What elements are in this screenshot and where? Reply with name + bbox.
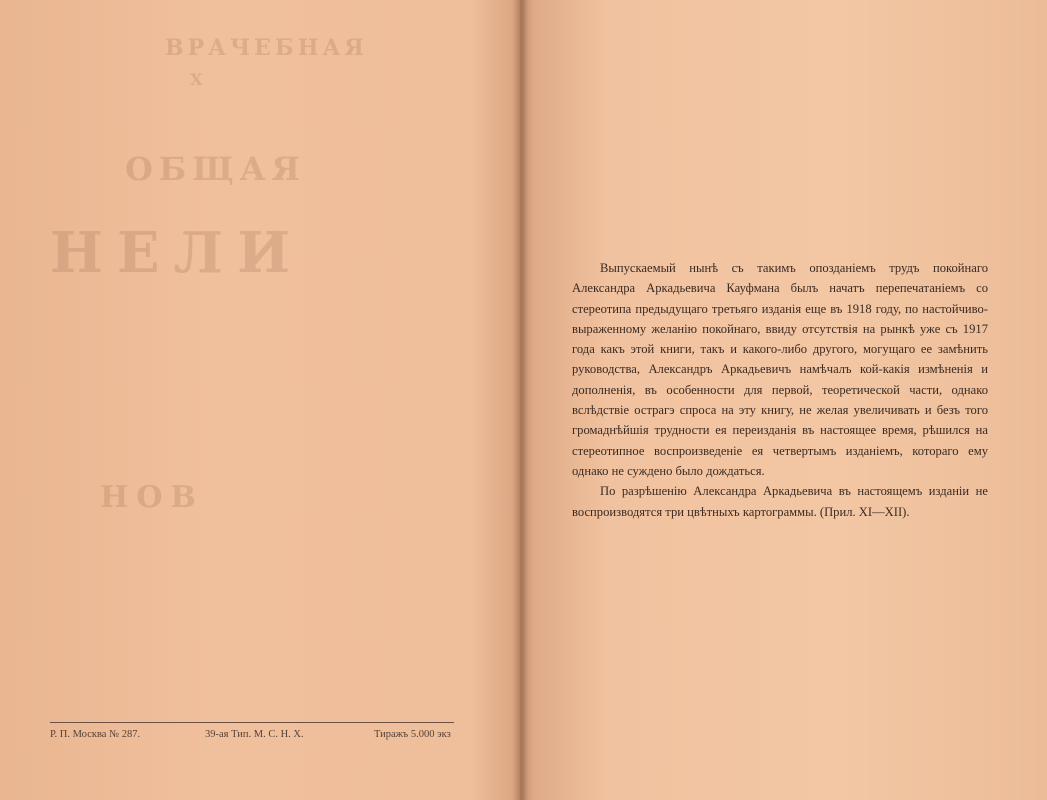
bleed-through-text: ОБЩАЯ	[125, 150, 306, 188]
bleed-through-text: ВРАЧЕБНАЯ	[165, 35, 368, 61]
note-paragraph: Выпускаемый нынѣ съ такимъ опозданіемъ трудъ покойнаго Александра Аркадьевича Кауфмана былъ начатъ перепечатаніемъ со стереотипа предыдущаго третьяго изданія еще въ 1918 году, по настойчиво-выраженному желанію покойнаго, ввиду отсутствія на рынкѣ уже съ 1917 года какъ этой книги, такъ и какого-либо другого, могущаго ее замѣнить руководства, Александръ Аркадьевичъ намѣчалъ кой-какія измѣненія и дополненія, въ особенности для первой, теоретической части, однако вслѣдствіе острагэ спроса на эту книгу, не желая увеличивать и безъ того громаднѣйшія трудности ея переизданія въ настоящее время, рѣшился на стереотипное воспроизведеніе ея четвертымъ изданіемъ, котораго ему однако не суждено было дождаться.	[572, 261, 988, 478]
note-paragraph: По разрѣшенію Александра Аркадьевича въ настоящемъ изданіи не воспроизводятся три цвѣтныхъ картограммы. (Прил. XI—XII).	[572, 484, 988, 519]
publisher-note	[572, 258, 988, 522]
bleed-through-text: НОВ	[100, 480, 204, 515]
imprint-printer: 39-ая Тип. М. С. Н. Х.	[205, 729, 304, 740]
imprint-rule	[50, 722, 454, 723]
left-page	[0, 0, 518, 800]
bleed-through-text: НЕЛИ	[50, 220, 305, 286]
imprint-print-run: Тиражъ 5.000 экз	[374, 729, 451, 740]
bleed-through-text: Х	[190, 70, 203, 89]
imprint-permit: Р. П. Москва № 287.	[50, 729, 141, 740]
